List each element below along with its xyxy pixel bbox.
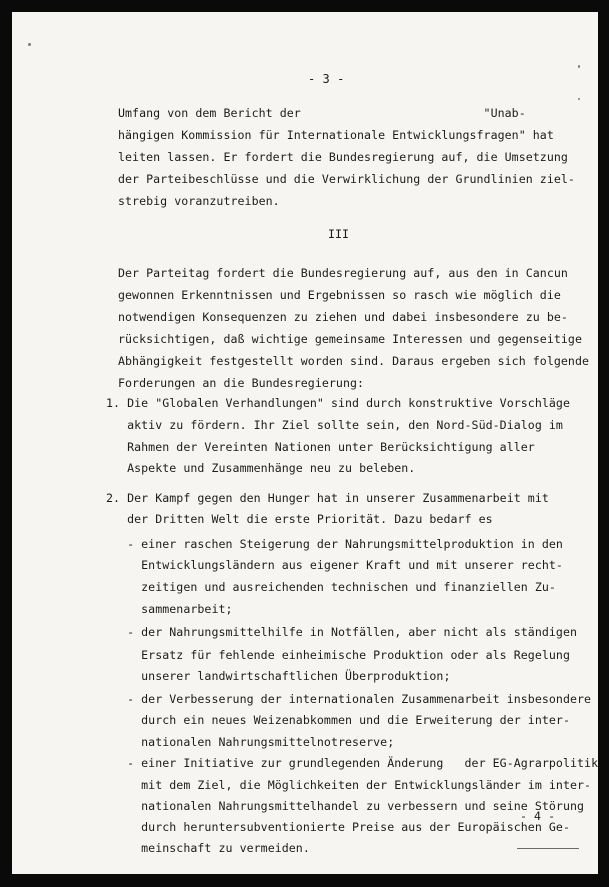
text-line: notwendigen Konsequenzen zu ziehen und dabei insbesondere zu be- (118, 310, 568, 324)
text-line: sammenarbeit; (106, 602, 233, 616)
text-line: Forderungen an die Bundesregierung: (118, 376, 365, 390)
text-line: Aspekte und Zusammenhänge neu zu beleben. (106, 461, 416, 475)
text-line: meinschaft zu vermeiden. (106, 841, 310, 855)
document-page (12, 12, 598, 874)
scan-speck (578, 98, 580, 100)
text-line: durch ein neues Weizenabkommen und die Erweiterung der inter- (106, 713, 570, 727)
text-line: unserer landwirtschaftlichen Überproduktion; (106, 669, 451, 683)
scan-speck (578, 65, 580, 68)
text-line: rücksichtigen, daß wichtige gemeinsame Interessen und gegenseitige (118, 332, 582, 346)
scan-speck (28, 43, 31, 46)
text-line: - einer raschen Steigerung der Nahrungsmittelproduktion in den (106, 537, 563, 551)
text-line: nationalen Nahrungsmittelhandel zu verbessern und seine Störung (106, 799, 585, 813)
text-line: hängigen Kommission für Internationale Entwicklungsfragen" hat (118, 128, 554, 142)
text-line: Rahmen der Vereinten Nationen unter Berücksichtigung aller (106, 440, 535, 454)
next-page-marker: - 4 - (520, 809, 556, 823)
text-line: leiten lassen. Er fordert die Bundesregierung auf, die Umsetzung (118, 150, 568, 164)
text-line: 2. Der Kampf gegen den Hunger hat in unserer Zusammenarbeit mit (106, 491, 549, 505)
text-line: - der Nahrungsmittelhilfe in Notfällen, aber nicht als ständigen (106, 625, 578, 639)
text-line: mit dem Ziel, die Möglichkeiten der Entwicklungsländer im inter- (106, 778, 592, 792)
text-line: Entwicklungsländern aus eigener Kraft und mit unserer recht- (106, 558, 563, 572)
text-line: aktiv zu fördern. Ihr Ziel sollte sein, den Nord-Süd-Dialog im (106, 418, 563, 432)
text-line: Ersatz für fehlende einheimische Produktion oder als Regelung (106, 648, 570, 662)
text-line: nationalen Nahrungsmittelnotreserve; (106, 735, 395, 749)
text-line: Umfang von dem Bericht der "Unab- (118, 106, 526, 120)
text-line: 1. Die "Globalen Verhandlungen" sind durch konstruktive Vorschläge (106, 396, 570, 410)
text-line: - einer Initiative zur grundlegenden Änderung der EG-Agrarpolitik (106, 756, 598, 770)
text-line: - der Verbesserung der internationalen Zusammenarbeit insbesondere (106, 692, 592, 706)
section-heading: III (328, 227, 350, 241)
text-line: der Dritten Welt die erste Priorität. Dazu bedarf es (106, 512, 493, 526)
text-line: der Parteibeschlüsse und die Verwirklichung der Grundlinien ziel- (118, 172, 575, 186)
text-line: Der Parteitag fordert die Bundesregierung auf, aus den in Cancun (118, 266, 568, 280)
text-line: zeitigen und ausreichenden technischen und finanziellen Zu- (106, 580, 556, 594)
footer-rule (517, 848, 579, 849)
text-line: gewonnen Erkenntnissen und Ergebnissen so rasch wie möglich die (118, 288, 561, 302)
text-line: Abhängigkeit festgestellt worden sind. Daraus ergeben sich folgende (118, 354, 590, 368)
page-number: - 3 - (308, 72, 345, 86)
text-line: strebig voranzutreiben. (118, 194, 280, 208)
text-line: durch heruntersubventionierte Preise aus der Europäischen Ge- (106, 820, 570, 834)
